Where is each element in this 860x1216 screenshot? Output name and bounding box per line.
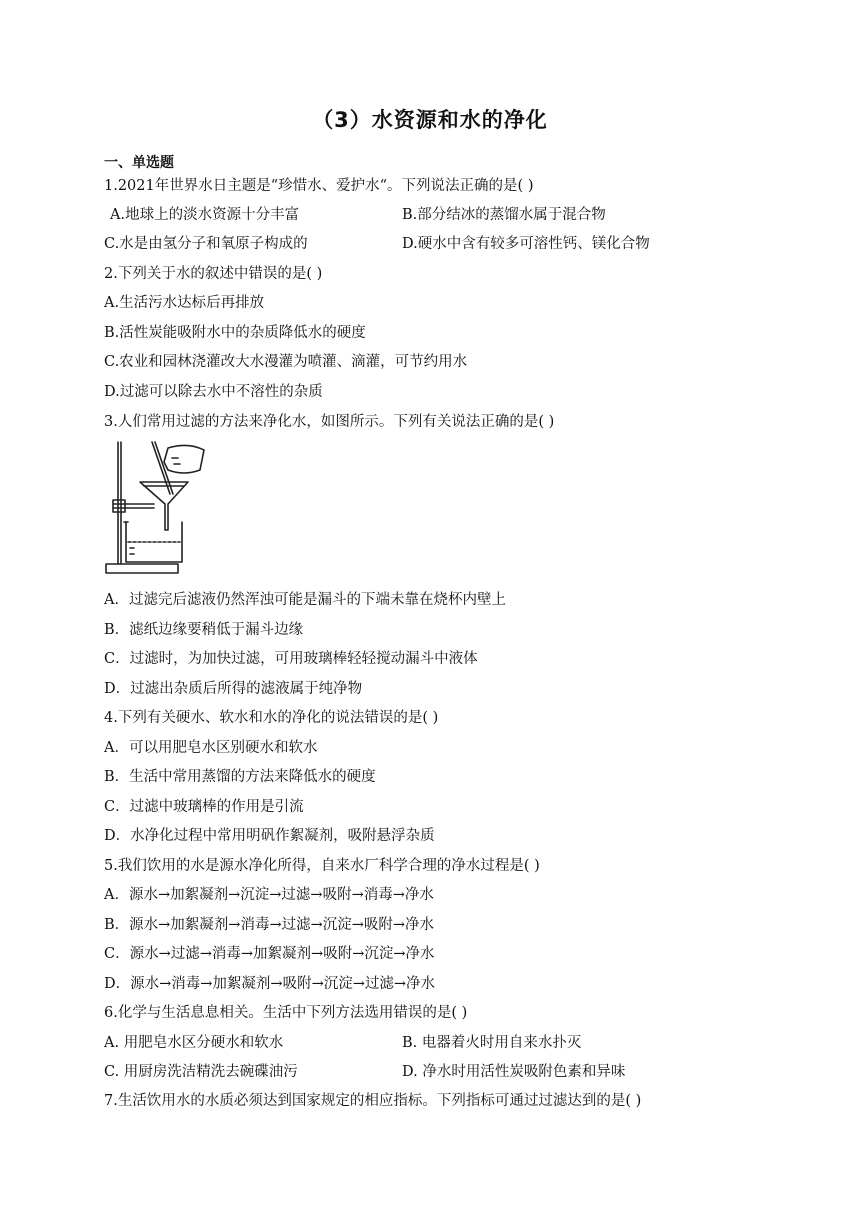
question-2-option-a: A.生活污水达标后再排放: [104, 295, 265, 311]
question-1-option-b: B.部分结冰的蒸馏水属于混合物: [402, 207, 606, 223]
question-5-stem: 5.我们饮用的水是源水净化所得，自来水厂科学合理的净水过程是( ): [104, 858, 540, 874]
filtration-apparatus-figure: [104, 438, 214, 578]
question-4-stem: 4.下列有关硬水、软水和水的净化的说法错误的是( ): [104, 710, 439, 726]
question-4-option-c: C．过滤中玻璃棒的作用是引流: [104, 799, 304, 815]
question-4-option-d: D．水净化过程中常用明矾作絮凝剂，吸附悬浮杂质: [104, 828, 435, 844]
question-5-option-d: D．源水→消毒→加絮凝剂→吸附→沉淀→过滤→净水: [104, 976, 436, 992]
question-6-option-d: D. 净水时用活性炭吸附色素和异味: [402, 1064, 626, 1080]
question-2-option-c: C.农业和园林浇灌改大水漫灌为喷灌、滴灌，可节约用水: [104, 354, 468, 370]
question-3-option-b: B．滤纸边缘要稍低于漏斗边缘: [104, 622, 304, 638]
question-3-option-a: A．过滤完后滤液仍然浑浊可能是漏斗的下端未靠在烧杯内壁上: [104, 592, 506, 608]
question-1-stem: 1.2021年世界水日主题是“珍惜水、爱护水“。下列说法正确的是( ): [104, 178, 534, 194]
question-6-stem: 6.化学与生活息息相关。生活中下列方法选用错误的是( ): [104, 1005, 468, 1021]
question-7-stem: 7.生活饮用水的水质必须达到国家规定的相应指标。下列指标可通过过滤达到的是( ): [104, 1093, 642, 1109]
question-5-option-b: B．源水→加絮凝剂→消毒→过滤→沉淀→吸附→净水: [104, 917, 435, 933]
question-2-option-b: B.活性炭能吸附水中的杂质降低水的硬度: [104, 325, 366, 341]
question-4-option-a: A．可以用肥皂水区别硬水和软水: [104, 740, 318, 756]
funnel: [140, 482, 188, 530]
question-5-option-a: A．源水→加絮凝剂→沉淀→过滤→吸附→消毒→净水: [104, 887, 434, 903]
question-1-option-a: A.地球上的淡水资源十分丰富: [110, 207, 300, 223]
stand-base: [106, 564, 178, 573]
question-6-option-b: B. 电器着火时用自来水扑灭: [402, 1035, 582, 1051]
question-4-option-b: B．生活中常用蒸馏的方法来降低水的硬度: [104, 769, 376, 785]
question-1-option-c: C.水是由氢分子和氧原子构成的: [104, 236, 308, 252]
question-3-option-d: D．过滤出杂质后所得的滤液属于纯净物: [104, 681, 363, 697]
question-2-option-d: D.过滤可以除去水中不溶性的杂质: [104, 384, 323, 400]
page-title: （3）水资源和水的净化: [312, 108, 548, 132]
pouring-beaker: [164, 445, 204, 473]
question-5-option-c: C．源水→过滤→消毒→加絮凝剂→吸附→沉淀→净水: [104, 946, 435, 962]
question-6-option-c: C. 用厨房洗洁精洗去碗碟油污: [104, 1064, 298, 1080]
question-3-stem: 3.人们常用过滤的方法来净化水，如图所示。下列有关说法正确的是( ): [104, 414, 555, 430]
question-6-option-a: A. 用肥皂水区分硬水和软水: [104, 1035, 284, 1051]
question-3-option-c: C．过滤时，为加快过滤，可用玻璃棒轻轻搅动漏斗中液体: [104, 651, 478, 667]
question-2-stem: 2.下列关于水的叙述中错误的是( ): [104, 266, 323, 282]
question-1-option-d: D.硬水中含有较多可溶性钙、镁化合物: [402, 236, 650, 252]
section-heading: 一、单选题: [104, 155, 174, 171]
